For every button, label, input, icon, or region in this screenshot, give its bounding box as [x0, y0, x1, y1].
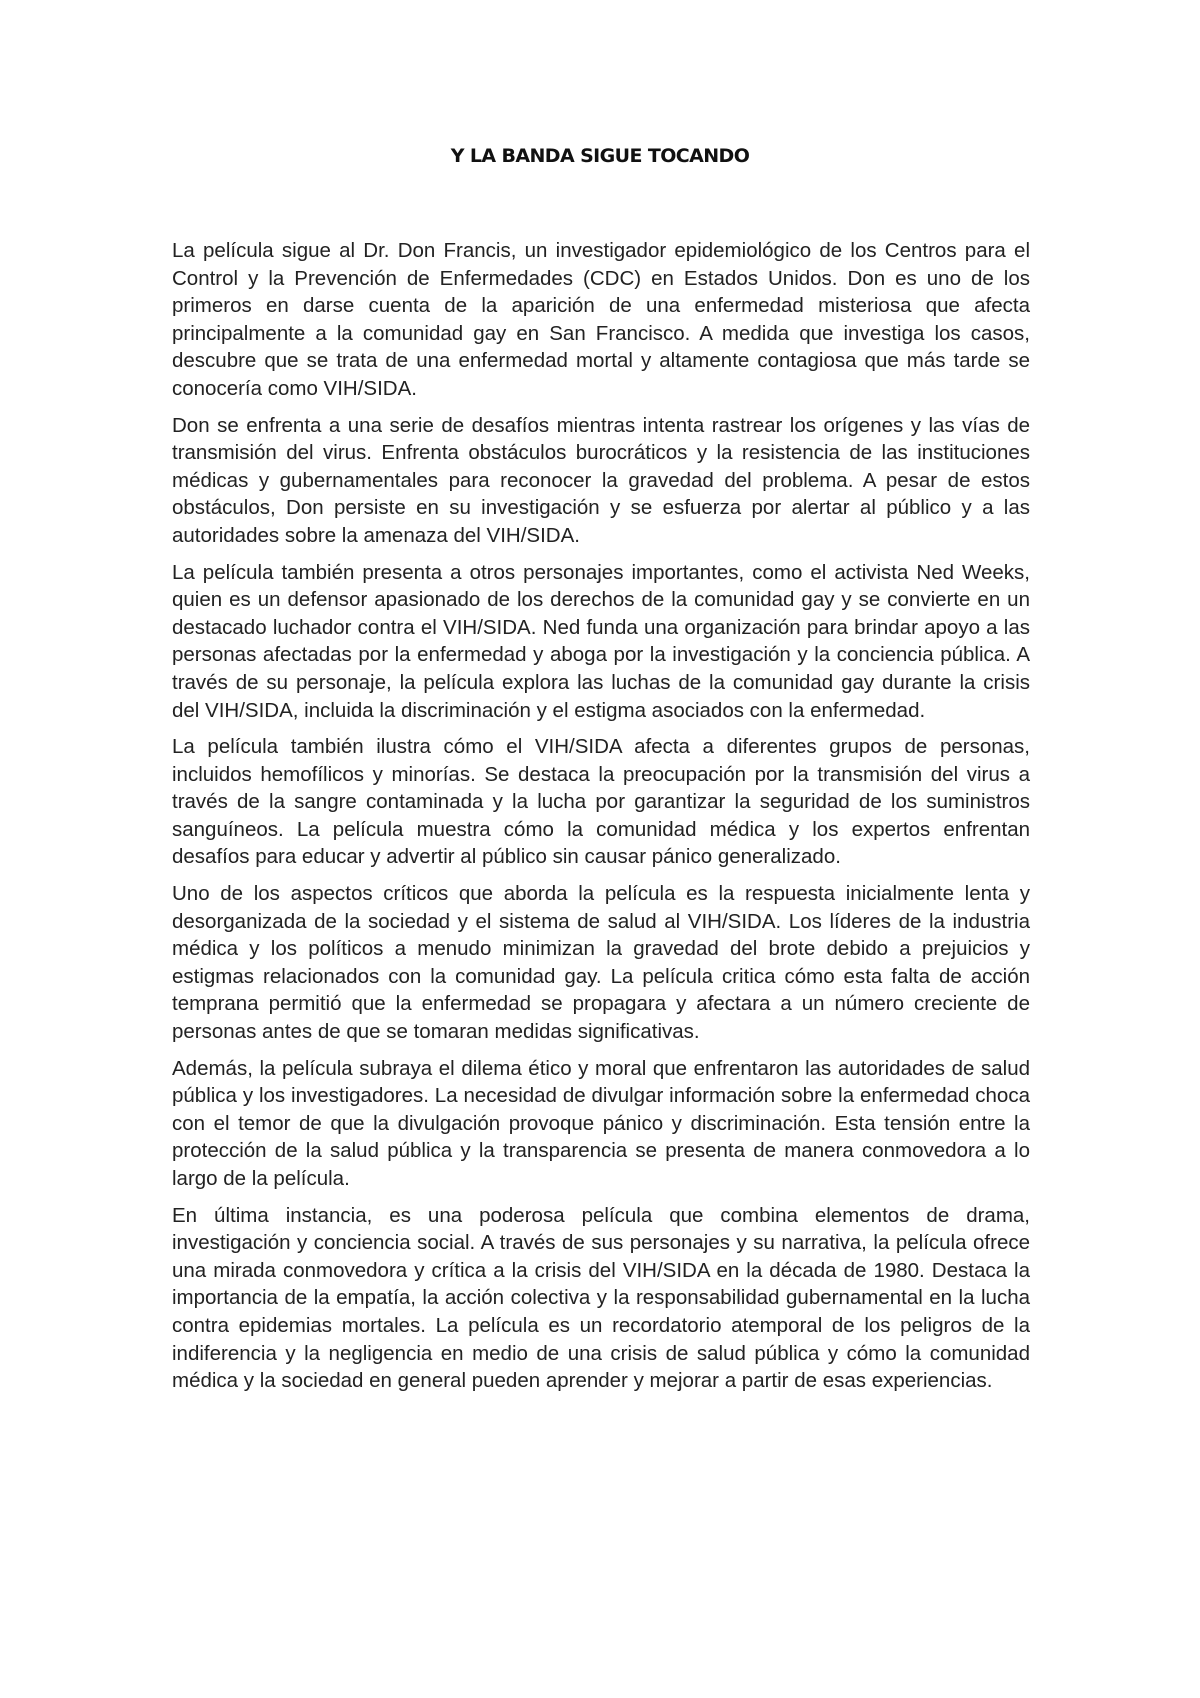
- paragraph-4: La película también ilustra cómo el VIH/SIDA afecta a diferentes grupos de personas, incluidos hemofílicos y minorías. Se destaca la preocupación por la transmisión del virus a través de la sangre contaminada y la lucha por garantizar la seguridad de los suministros sanguíneos. La película muestra cómo la comunidad médica y los expertos enfrentan desafíos para educar y advertir al público sin causar pánico generalizado.: [172, 735, 1030, 869]
- document-title: Y LA BANDA SIGUE TOCANDO: [450, 145, 750, 167]
- paragraph-3: La película también presenta a otros personajes importantes, como el activista Ned Weeks, quien es un defensor apasionado de los derechos de la comunidad gay y se convierte en un destacado luchador contra el VIH/SIDA. Ned funda una organización para brindar apoyo a las personas afectadas por la enfermedad y aboga por la investigación y la conciencia pública. A través de su personaje, la película explora las luchas de la comunidad gay durante la crisis del VIH/SIDA, incluida la discriminación y el estigma asociados con la enfermedad.: [172, 560, 1030, 722]
- paragraph-6: Además, la película subraya el dilema ético y moral que enfrentaron las autoridades de salud pública y los investigadores. La necesidad de divulgar información sobre la enfermedad choca con el temor de que la divulgación provoque pánico y discriminación. Esta tensión entre la protección de la salud pública y la transparencia se presenta de manera conmovedora a lo largo de la película.: [172, 1056, 1030, 1190]
- paragraph-2: Don se enfrenta a una serie de desafíos mientras intenta rastrear los orígenes y las vías de transmisión del virus. Enfrenta obstáculos burocráticos y la resistencia de las instituciones médicas y gubernamentales para reconocer la gravedad del problema. A pesar de estos obstáculos, Don persiste en su investigación y se esfuerza por alertar al público y a las autoridades sobre la amenaza del VIH/SIDA.: [172, 413, 1030, 547]
- paragraph-1: La película sigue al Dr. Don Francis, un investigador epidemiológico de los Centros para el Control y la Prevención de Enfermedades (CDC) en Estados Unidos. Don es uno de los primeros en darse cuenta de la aparición de una enfermedad misteriosa que afecta principalmente a la comunidad gay en San Francisco. A medida que investiga los casos, descubre que se trata de una enfermedad mortal y altamente contagiosa que más tarde se conocería como VIH/SIDA.: [172, 239, 1030, 400]
- paragraph-5: Uno de los aspectos críticos que aborda la película es la respuesta inicialmente lenta y desorganizada de la sociedad y el sistema de salud al VIH/SIDA. Los líderes de la industria médica y los políticos a menudo minimizan la gravedad del brote debido a prejuicios y estigmas relacionados con la comunidad gay. La película critica cómo esta falta de acción temprana permitió que la enfermedad se propagara y afectara a un número creciente de personas antes de que se tomaran medidas significativas.: [172, 882, 1030, 1044]
- paragraph-7: En última instancia, es una poderosa película que combina elementos de drama, investigación y conciencia social. A través de sus personajes y su narrativa, la película ofrece una mirada conmovedora y crítica a la crisis del VIH/SIDA en la década de 1980. Destaca la importancia de la empatía, la acción colectiva y la responsabilidad gubernamental en la lucha contra epidemias mortales. La película es un recordatorio atemporal de los peligros de la indiferencia y la negligencia en medio de una crisis de salud pública y cómo la comunidad médica y la sociedad en general pueden aprender y mejorar a partir de esas experiencias.: [172, 1203, 1030, 1393]
- document-body: [172, 237, 1030, 1404]
